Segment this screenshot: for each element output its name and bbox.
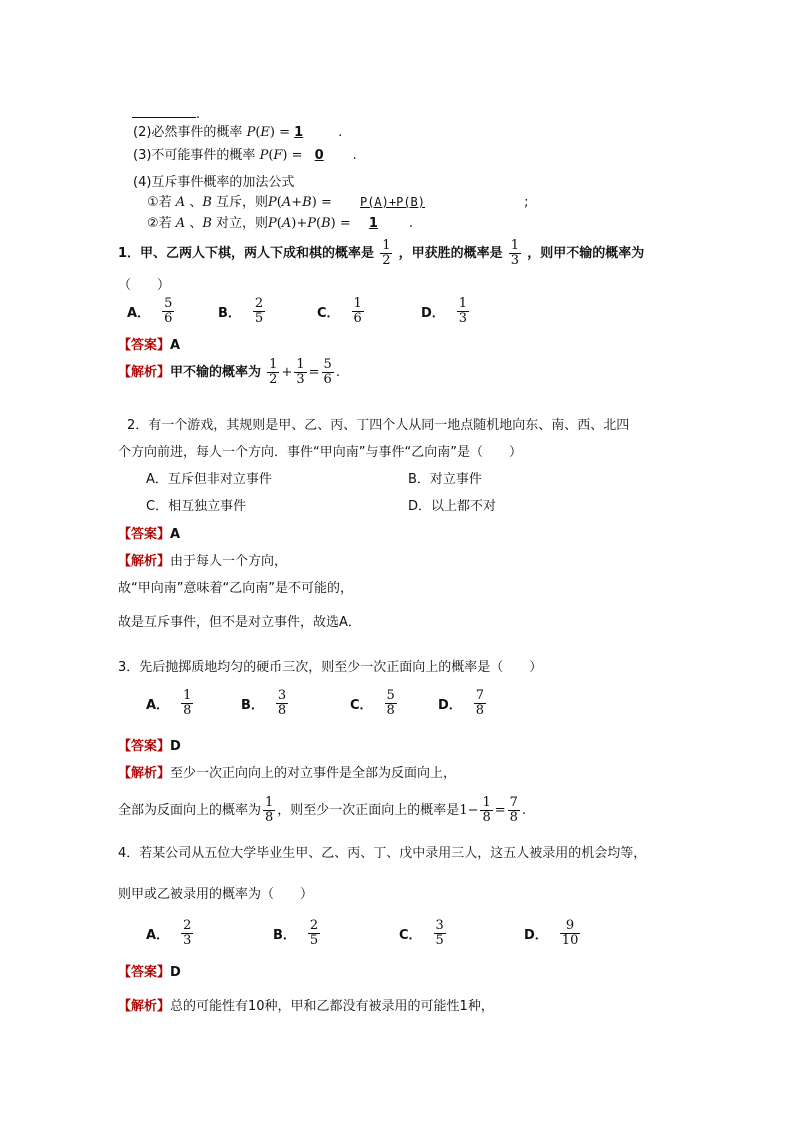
q2-option-c[interactable]: C．相互独立事件 bbox=[146, 499, 247, 514]
q1-option-d[interactable]: D． $\frac{1}{3}$ bbox=[421, 296, 468, 326]
q3-option-a[interactable]: A． $\frac{1}{8}$ bbox=[146, 688, 192, 718]
blank-line bbox=[132, 103, 196, 118]
intro-item2: (2)必然事件的概率 P(E) = 1 . bbox=[133, 125, 343, 140]
answer-fill: 0 bbox=[314, 148, 324, 163]
q1-answer: 【答案】A bbox=[118, 338, 181, 353]
q3-answer: 【答案】D bbox=[118, 739, 181, 754]
fraction: $\frac{1}{3}$ bbox=[510, 238, 520, 268]
q2-answer: 【答案】A bbox=[118, 527, 181, 542]
q1-option-a[interactable]: A． $\frac{5}{6}$ bbox=[127, 296, 173, 326]
intro-item4a: ①若 A 、B 互斥，则P(A+B) = P(A)+P(B) ; bbox=[147, 195, 529, 210]
intro-item4b: ②若 A 、B 对立，则P(A)+P(B) = 1 . bbox=[147, 216, 414, 231]
intro-item4-title: (4)互斥事件概率的加法公式 bbox=[133, 175, 295, 190]
q4-answer: 【答案】D bbox=[118, 965, 181, 980]
fraction: $\frac{1}{2}$ bbox=[382, 238, 391, 268]
q2-stem-line1: 2．有一个游戏，其规则是甲、乙、丙、丁四个人从同一地点随机地向东、南、西、北四 bbox=[127, 418, 630, 433]
intro-item3: (3)不可能事件的概率 P(F) = 0 . bbox=[133, 148, 357, 163]
q4-option-d[interactable]: D． $\frac{9}{10}$ bbox=[524, 918, 579, 948]
q2-analysis-line3: 故是互斥事件，但不是对立事件，故选A． bbox=[118, 615, 361, 630]
q2-option-d[interactable]: D．以上都不对 bbox=[408, 499, 497, 514]
q3-option-c[interactable]: C． $\frac{5}{8}$ bbox=[350, 688, 395, 718]
q1-option-b[interactable]: B． $\frac{2}{5}$ bbox=[218, 296, 264, 326]
answer-fill: 1 bbox=[368, 216, 378, 231]
q4-option-b[interactable]: B． $\frac{2}{5}$ bbox=[273, 918, 319, 948]
intro-item1-tail: . bbox=[132, 103, 200, 124]
q4-option-c[interactable]: C． $\frac{3}{5}$ bbox=[399, 918, 444, 948]
q4-analysis: 【解析】总的可能性有10种，甲和乙都没有被录用的可能性1种， bbox=[118, 999, 494, 1014]
q4-option-a[interactable]: A． $\frac{2}{3}$ bbox=[146, 918, 192, 948]
answer-fill: 1 bbox=[294, 125, 304, 140]
q3-analysis-line2: 全部为反面向上的概率为 $\frac{1}{8}$ ，则至少一次正面向上的概率是1− $\frac{1}{8}$ = $\frac{7}{8}$ . bbox=[118, 795, 527, 825]
q2-option-a[interactable]: A．互斥但非对立事件 bbox=[146, 472, 272, 487]
q1-option-c[interactable]: C． $\frac{1}{6}$ bbox=[317, 296, 362, 326]
q2-stem-line2: 个方向前进，每人一个方向．事件“甲向南”与事件“乙向南”是（ ） bbox=[118, 445, 522, 460]
q3-option-b[interactable]: B． $\frac{3}{8}$ bbox=[241, 688, 287, 718]
q4-stem-line2: 则甲或乙被录用的概率为（ ） bbox=[118, 887, 314, 902]
q1-stem: 1．甲、乙两人下棋，两人下成和棋的概率是 $\frac{1}{2}$ ，甲获胜的概率是 $\frac{1}{3}$ ，则甲不输的概率为 bbox=[118, 238, 645, 268]
q3-analysis-line1: 【解析】至少一次正向向上的对立事件是全部为反面向上， bbox=[118, 766, 457, 781]
q4-stem-line1: 4．若某公司从五位大学毕业生甲、乙、丙、丁、戊中录用三人，这五人被录用的机会均等， bbox=[118, 846, 647, 861]
answer-fill: P(A)+P(B) bbox=[359, 195, 426, 209]
q2-analysis-line1: 【解析】由于每人一个方向， bbox=[118, 554, 288, 569]
q1-analysis: 【解析】甲不输的概率为 $\frac{1}{2}$ + $\frac{1}{3}$ = $\frac{5}{6}$ . bbox=[118, 357, 340, 387]
q2-analysis-line2: 故“甲向南”意味着“乙向南”是不可能的， bbox=[118, 581, 353, 596]
q2-option-b[interactable]: B．对立事件 bbox=[408, 472, 482, 487]
q3-stem: 3．先后抛掷质地均匀的硬币三次，则至少一次正面向上的概率是（ ） bbox=[118, 660, 543, 675]
q3-option-d[interactable]: D． $\frac{7}{8}$ bbox=[438, 688, 485, 718]
q1-paren: （ ） bbox=[118, 278, 171, 293]
